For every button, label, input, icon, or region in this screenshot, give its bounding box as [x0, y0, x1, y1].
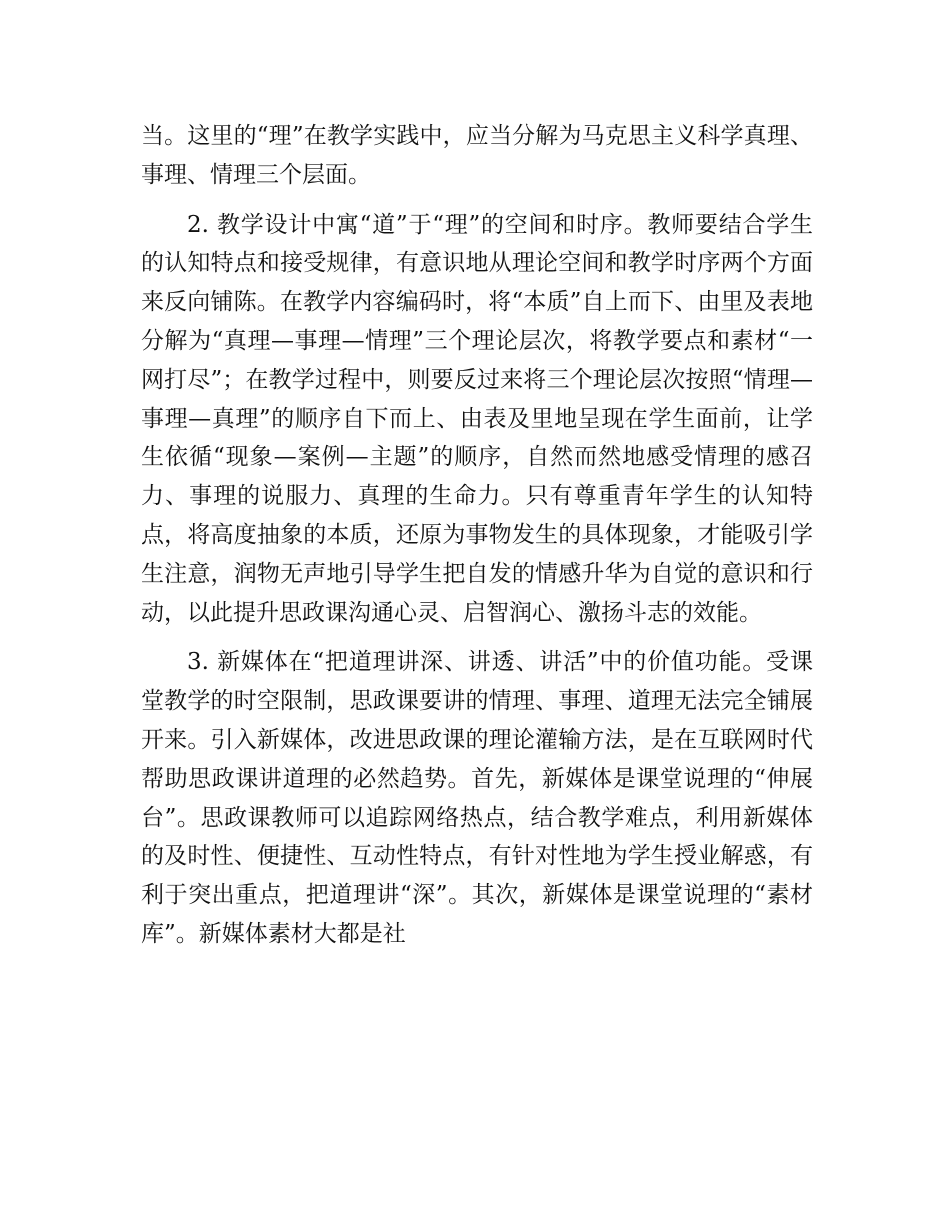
document-page — [141, 117, 813, 965]
paragraph-section-2: 2. 教学设计中寓“道”于“理”的空间和时序。教师要结合学生的认知特点和接受规律，有意识地从理论空间和教学时序两个方面来反向铺陈。在教学内容编码时，将“本质”自上而下、由里及表地分解为“真理—事理—情理”三个理论层次，将教学要点和素材“一网打尽”；在教学过程中，则要反过来将三个理论层次按照“情理—事理—真理”的顺序自下而上、由表及里地呈现在学生面前，让学生依循“现象—案例—主题”的顺序，自然而然地感受情理的感召力、事理的说服力、真理的生命力。只有尊重青年学生的认知特点，将高度抽象的本质，还原为事物发生的具体现象，才能吸引学生注意，润物无声地引导学生把自发的情感升华为自觉的意识和行动，以此提升思政课沟通心灵、启智润心、激扬斗志的效能。 — [141, 211, 813, 626]
paragraph-section-3: 3. 新媒体在“把道理讲深、讲透、讲活”中的价值功能。受课堂教学的时空限制，思政课要讲的情理、事理、道理无法完全铺展开来。引入新媒体，改进思政课的理论灌输方法，是在互联网时代帮助思政课讲道理的必然趋势。首先，新媒体是课堂说理的“伸展台”。思政课教师可以追踪网络热点，结合教学难点，利用新媒体的及时性、便捷性、互动性特点，有针对性地为学生授业解惑，有利于突出重点，把道理讲“深”。其次，新媒体是课堂说理的“素材库”。新媒体素材大都是社 — [141, 649, 813, 947]
paragraph-continuation: 当。这里的“理”在教学实践中，应当分解为马克思主义科学真理、事理、情理三个层面。 — [141, 123, 813, 188]
